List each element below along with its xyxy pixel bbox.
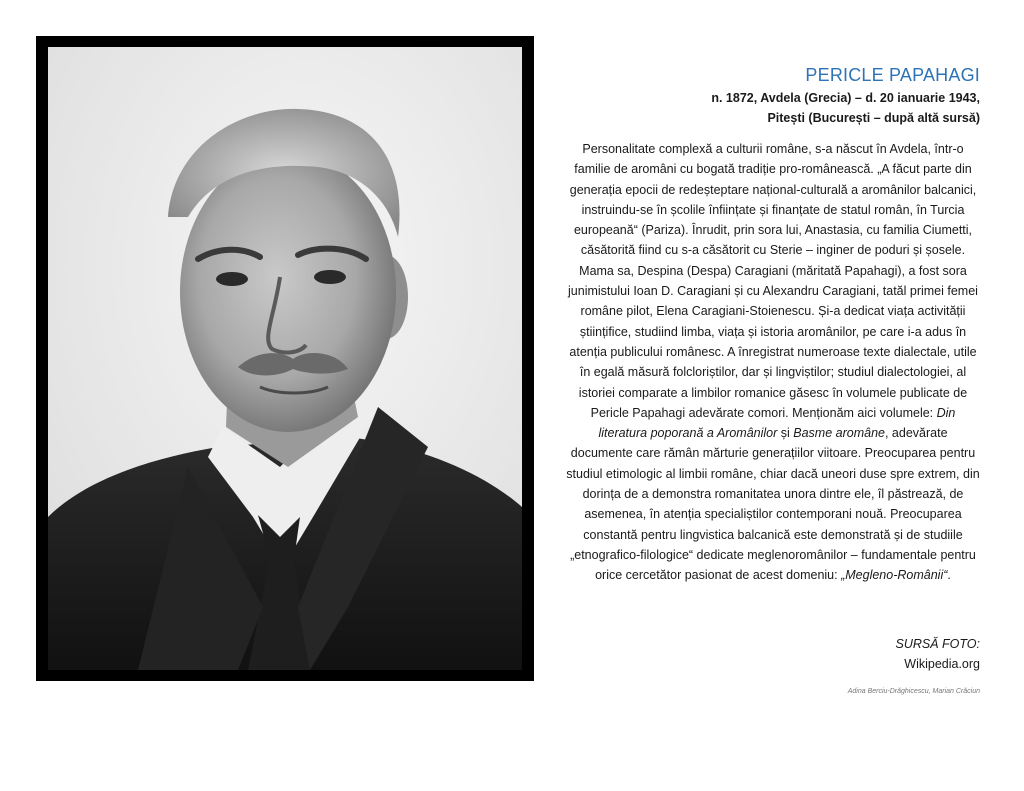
birth-death-line: n. 1872, Avdela (Grecia) – d. 20 ianuarie 1943, <box>711 91 980 105</box>
book-title-3: „Megleno-Românii“ <box>841 568 948 583</box>
biography-text <box>566 139 980 586</box>
authors-credit: Adina Berciu-Drăghicescu, Marian Crăciun <box>847 688 980 695</box>
photo-source-label: SURSĂ FOTO: <box>895 637 980 651</box>
portrait-photo <box>48 47 522 670</box>
biography-part-1: Personalitate complexă a culturii române, s-a născut în Avdela, într-o familie de aromâni cu bogată tradiție pro-românească. „A făcut parte din generația epocii de redeșteptare național-culturală a aromânilor balcanici, instruindu-se în școlile înființate și finanțate de statul român, în Turcia europeană“ (Pariza). Înrudit, prin sora lui, Anastasia, cu familia Ciumetti, căsătorită fiind cu s-a căsătorit cu Sterie – inginer de poduri și șosele. Mama sa, Despina (Despa) Caragiani (măritată Papahagi), a fost sora junimistului Ioan D. Caragiani și cu Alexandru Caragiani, tatăl primei femei române pilot, Elena Caragiani-Stoienescu. Și-a dedicat viața activității științifice, studiind limba, viața și istoria aromânilor, pe care i-a adus în atenția publicului românesc. A înregistrat numeroase texte dialectale, utile în egală măsură folcloriștilor, dar și lingviștilor; studiul dialectologiei, al istoriei comparate a limbilor romanice găsesc în volumele publicate de Pericle Papahagi adevărate comori. Menționăm aici volumele: <box>568 142 978 420</box>
biography-part-3: , adevărate documente care rămân mărturie generațiilor viitoare. Preocuparea pentru studiul etimologic al limbii române, chiar dacă uneori duse spre extrem, din dorința de a demonstra romanitatea unora dintre ele, îl păstrează, de asemenea, în atenția specialiștilor contemporani nouă. Preocuparea constantă pentru lingvistica balcanică este demonstrată și de studiile „etnografico-filologice“ dedicate meglenoromânilor – fundamentale pentru orice cercetător pasionat de acest domeniu: <box>566 426 980 583</box>
book-title-2: Basme aromâne <box>793 426 885 441</box>
portrait-frame <box>36 36 534 681</box>
place-line: Pitești (București – după altă sursă) <box>767 111 980 125</box>
page-title: PERICLE PAPAHAGI <box>805 65 980 85</box>
biography-part-4: . <box>947 568 951 583</box>
header-block <box>566 62 980 128</box>
photo-source-value: Wikipedia.org <box>904 657 980 671</box>
photo-source <box>766 634 980 674</box>
biography-part-2: și <box>777 426 794 441</box>
book-title-1: Din literatura poporană a Aromânilor <box>598 405 956 441</box>
